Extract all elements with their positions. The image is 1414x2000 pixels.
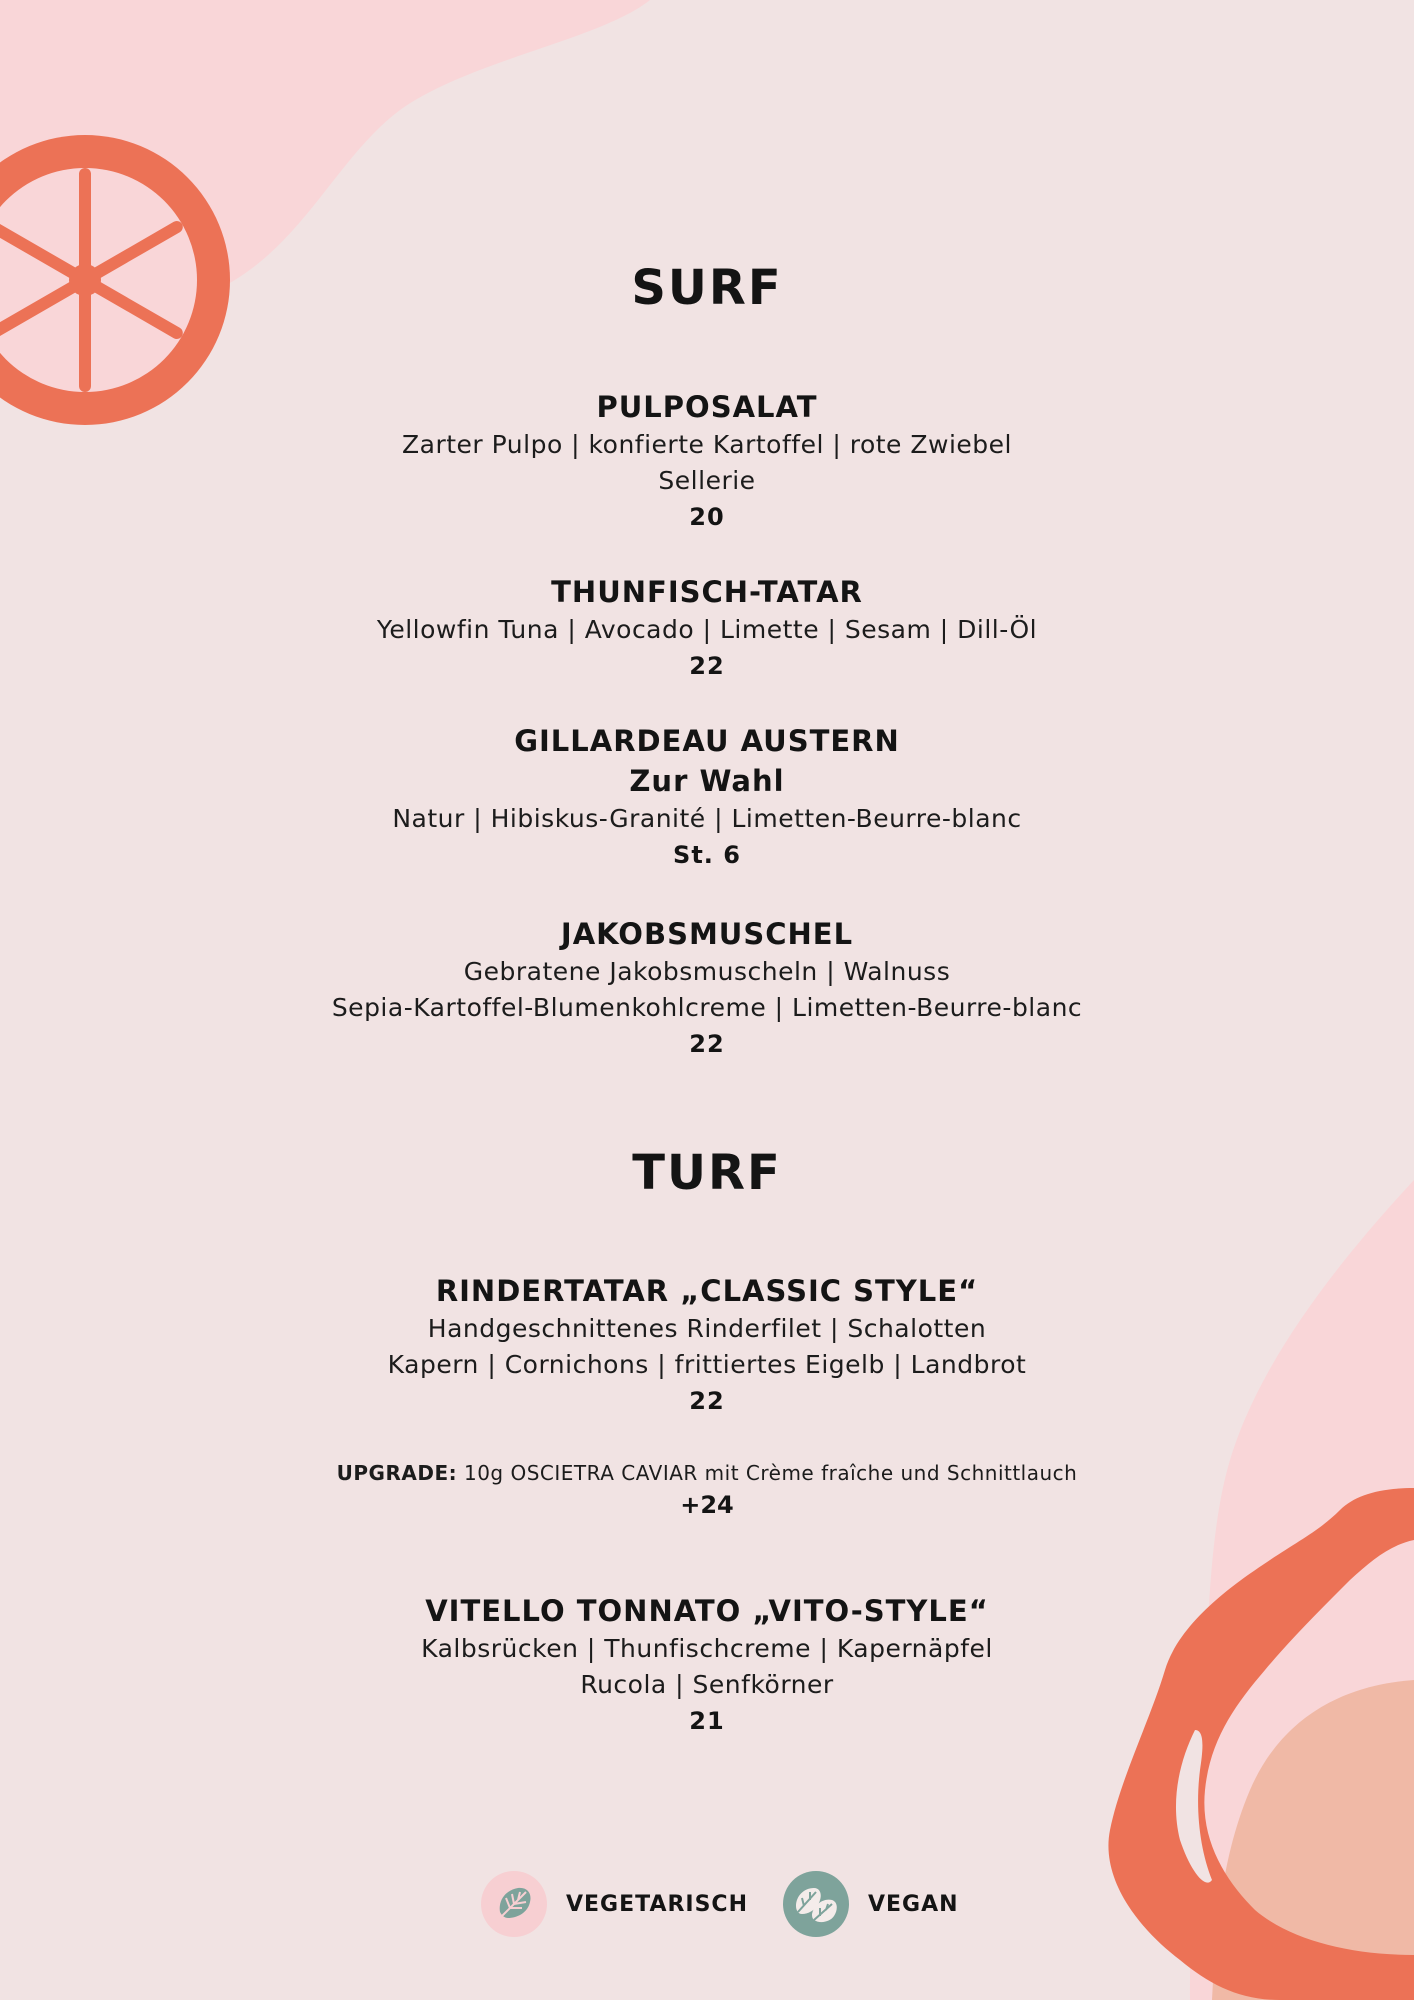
dish-vitello-tonnato — [0, 1591, 1414, 1739]
dish-pulposalat — [0, 387, 1414, 535]
diet-legend — [480, 1870, 980, 1940]
dish-name: VITELLO TONNATO „VITO-STYLE“ — [425, 1594, 989, 1628]
section-title-turf: TURF — [632, 1145, 782, 1201]
dish-description: Zarter Pulpo | konfierte Kartoffel | rote Zwiebel — [402, 430, 1012, 459]
dish-gillardeau-austern — [0, 721, 1414, 873]
dish-price: 22 — [689, 1030, 725, 1058]
monstera-leaves-icon — [782, 1870, 850, 1938]
dish-name: JAKOBSMUSCHEL — [560, 917, 854, 951]
dish-description: Sepia-Kartoffel-Blumenkohlcreme | Limetten-Beurre-blanc — [331, 993, 1083, 1022]
dish-name: RINDERTATAR „CLASSIC STYLE“ — [435, 1274, 979, 1308]
monstera-leaf-icon — [480, 1870, 548, 1938]
upgrade-text: 10g OSCIETRA CAVIAR mit Crème fraîche und Schnittlauch — [463, 1461, 1078, 1485]
dish-description: Gebratene Jakobsmuscheln | Walnuss — [463, 957, 951, 986]
dish-name: GILLARDEAU AUSTERN — [514, 724, 900, 758]
dish-description: Yellowfin Tuna | Avocado | Limette | Sesam | Dill-Öl — [376, 615, 1038, 644]
legend-label-vegan: VEGAN — [868, 1892, 959, 1917]
dish-price: St. 6 — [673, 841, 741, 869]
upgrade-note — [0, 1458, 1414, 1522]
dish-thunfisch-tatar — [0, 572, 1414, 684]
dish-price: 21 — [689, 1707, 725, 1735]
upgrade-label: UPGRADE: — [336, 1461, 458, 1485]
dish-price: 22 — [689, 1387, 725, 1415]
section-title-surf: SURF — [631, 260, 783, 316]
dish-description: Sellerie — [658, 466, 756, 495]
dish-subtitle: Zur Wahl — [629, 764, 785, 798]
dish-price: 20 — [689, 503, 725, 531]
dish-description: Natur | Hibiskus-Granité | Limetten-Beurre-blanc — [392, 804, 1022, 833]
dish-description: Rucola | Senfkörner — [580, 1670, 834, 1699]
dish-description: Kalbsrücken | Thunfischcreme | Kapernäpfel — [421, 1634, 993, 1663]
dish-description: Kapern | Cornichons | frittiertes Eigelb | Landbrot — [387, 1350, 1027, 1379]
legend-label-vegetarian: VEGETARISCH — [566, 1892, 748, 1917]
dish-rindertatar — [0, 1271, 1414, 1419]
upgrade-price: +24 — [680, 1491, 734, 1519]
dish-name: THUNFISCH-TATAR — [551, 575, 863, 609]
dish-name: PULPOSALAT — [596, 390, 818, 424]
dish-price: 22 — [689, 652, 725, 680]
upgrade-line — [0, 1458, 1414, 1488]
dish-description: Handgeschnittenes Rinderfilet | Schalotten — [427, 1314, 987, 1343]
dish-jakobsmuschel — [0, 914, 1414, 1062]
